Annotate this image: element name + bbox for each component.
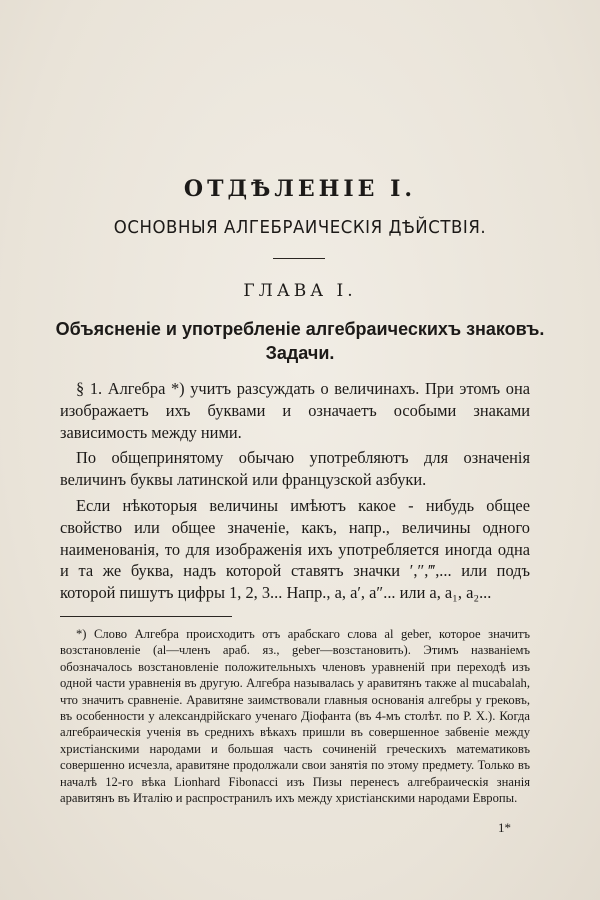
separator-rule [273, 258, 325, 259]
chapter-heading: Объясненіе и употребленіе алгебраическихъ знаковъ. Задачи. [55, 319, 545, 363]
paragraph-3: Если нѣкоторыя величины имѣютъ какое - нибудь общее свойство или общее значеніе, какъ, напр., величины одного наименованія, то для изображенія ихъ употребляется иногда одна и та же буква, надъ которой ставятъ значки ′,″,‴,... или подъ которой пишутъ цифры 1, 2, 3... Напр., a, a′, a″... или a, a₁, a₂... [60, 495, 530, 603]
section-subtitle: ОСНОВНЫЯ АЛГЕБРАИЧЕСКІЯ ДѢЙСТВІЯ. [113, 217, 487, 238]
paragraph-2: По общепринятому обычаю употребляютъ для означенія величинъ буквы латинской или французской азбуки. [60, 448, 530, 490]
chapter-title: ГЛАВА I. [243, 281, 357, 301]
footnote-text: *) Слово Алгебра происходитъ отъ арабскаго слова al geber, которое значитъ возстановленіе (al—членъ араб. яз., geber—возстановить). Этимъ названіемъ обозначалось возстановленіе положительныхъ членовъ уравненій при переходѣ изъ одной части уравненія въ другую. Алгебра называлась у аравитянъ также al mucabalah, что значитъ сравненіе. Аравитяне заимствовали главныя основанія алгебры у грековъ, въ особенности у александрійскаго ученаго Діофанта (въ 4-мъ столѣт. по Р. Х.). Когда алгебраическія ученія въ среднихъ вѣкахъ пришли въ совершенное забвеніе между христіанскими народами и большая часть сочиненій греческихъ математиковъ совершенно исчезла, аравитяне продолжали свои занятія по этому предмету. Только въ началѣ 12-го вѣка Lionhard Fibonacci изъ Пизы перенесъ алгебраическія знанія аравитянъ въ Италію и распространилъ ихъ между христіанскими народами Европы. [60, 627, 530, 806]
body-text [60, 378, 530, 608]
footnote [60, 626, 530, 806]
signature-mark: 1* [498, 820, 511, 835]
section-title: ОТДѢЛЕНІЕ I. [183, 176, 417, 202]
footnote-rule [60, 616, 232, 617]
paragraph-1: § 1. Алгебра *) учитъ разсуждать о величинахъ. При этомъ она изображаетъ ихъ буквами и означаетъ особыми знаками зависимость между ними. [60, 379, 530, 442]
